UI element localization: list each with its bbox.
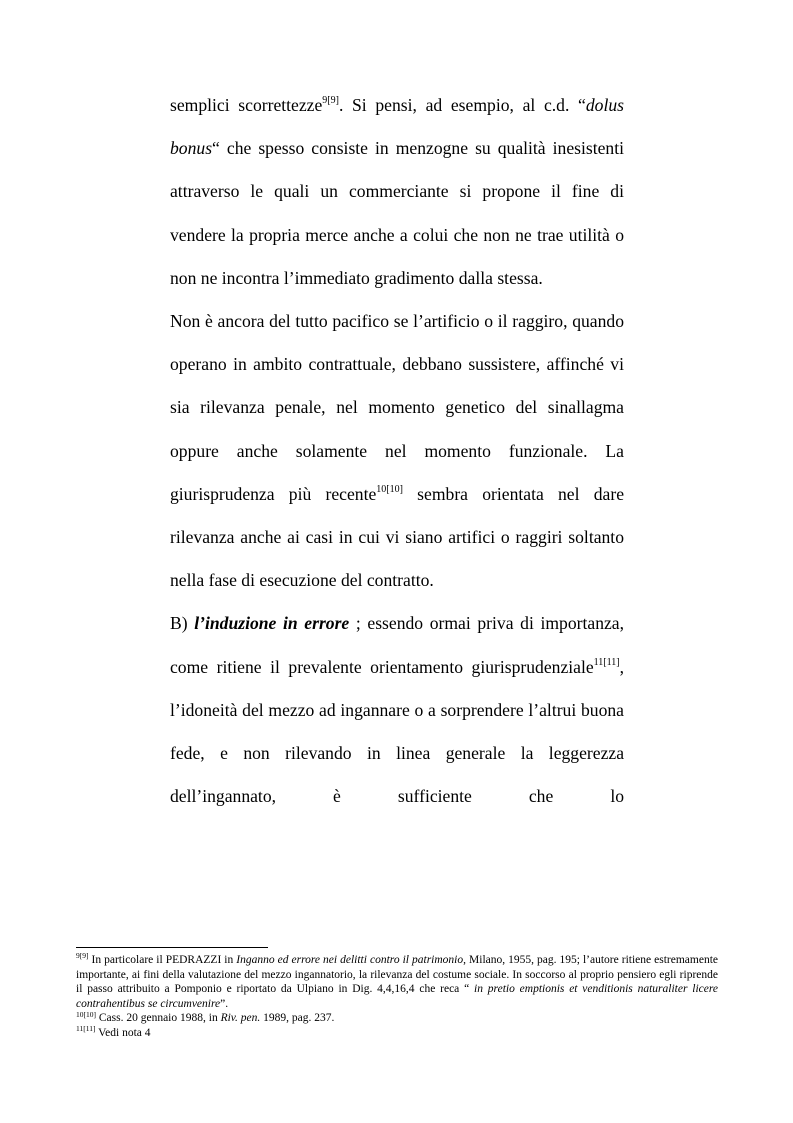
p3-text-2: ; essendo ormai priva di importanza, come ritiene il prevalente orientamento giurisprudenziale	[170, 613, 625, 677]
p2-text-2: sembra orientata nel dare rilevanza anche ai casi in cui vi siano artifici o raggiri soltanto nella fase di esecuzione del contratto.	[170, 483, 624, 591]
footnote-10	[76, 1011, 718, 1026]
p3-text-3: , l’idoneità del mezzo ad ingannare o a sorprendere l’altrui buona fede, e non rilevando in linea generale la leggerezza dell’ingannato, è sufficiente che lo	[170, 656, 624, 807]
fn1-text-2: , Milano, 1955, pag. 195; l’autore ritiene estremamente importante, ai fini della valutazione del mezzo ingannatorio, la rilevanza del costume sociale. In soccorso al proprio pensiero egli riprende il passo attribuito a Pomponio e riportato da Ulpiano in Dig. 4,4,16,4 che reca “	[76, 954, 719, 996]
p3-text-1: B)	[170, 613, 195, 634]
footnote-11-number: 11[11]	[76, 1024, 96, 1034]
fn1-italic-1: Inganno ed errore nei delitti contro il patrimonio	[236, 954, 464, 966]
footnote-9-number: 9[9]	[76, 951, 89, 961]
footnote-ref-9[interactable]: 9[9]	[322, 95, 339, 107]
footnote-11	[76, 1026, 718, 1041]
fn2-text-2: 1989, pag. 237.	[260, 1012, 335, 1025]
p3-heading: l’induzione in errore	[194, 613, 350, 634]
main-text	[170, 84, 624, 818]
fn1-text-1: In particolare il PEDRAZZI in	[88, 954, 237, 966]
fn2-text-1: Cass. 20 gennaio 1988, in	[96, 1012, 221, 1025]
footnote-9	[76, 953, 718, 1011]
footnote-10-number: 10[10]	[76, 1009, 96, 1019]
footnotes	[76, 953, 718, 1041]
footnote-ref-10[interactable]: 10[10]	[376, 483, 403, 495]
paragraph-1	[170, 84, 624, 300]
p2-text-1: Non è ancora del tutto pacifico se l’artificio o il raggiro, quando operano in ambito contrattuale, debbano sussistere, affinché vi sia rilevanza penale, nel momento genetico del sinallagma oppure anche solamente nel momento funzionale. La giurisprudenza più recente	[170, 311, 624, 504]
fn2-italic-1: Riv. pen.	[220, 1012, 261, 1025]
paragraph-2	[170, 300, 624, 602]
footnote-ref-11[interactable]: 11[11]	[593, 656, 620, 668]
fn1-italic-2: in pretio emptionis et venditionis naturaliter licere contrahentibus se circumvenire	[76, 983, 718, 1010]
p1-text-1: semplici scorrettezze	[170, 95, 323, 115]
fn3-text-1: Vedi nota 4	[95, 1026, 151, 1039]
p1-italic-dolus-bonus: dolus bonus	[170, 95, 624, 159]
p1-text-2: . Si pensi, ad esempio, al c.d. “	[338, 95, 586, 115]
fn1-text-3: ”.	[220, 997, 229, 1010]
paragraph-3	[170, 602, 624, 818]
p1-text-3: “ che spesso consiste in menzogne su qualità inesistenti attraverso le quali un commerciante si propone il fine di vendere la propria merce anche a colui che non ne trae utilità o non ne incontra l’immediato gradimento dalla stessa.	[170, 138, 624, 288]
footnote-separator	[76, 947, 268, 948]
